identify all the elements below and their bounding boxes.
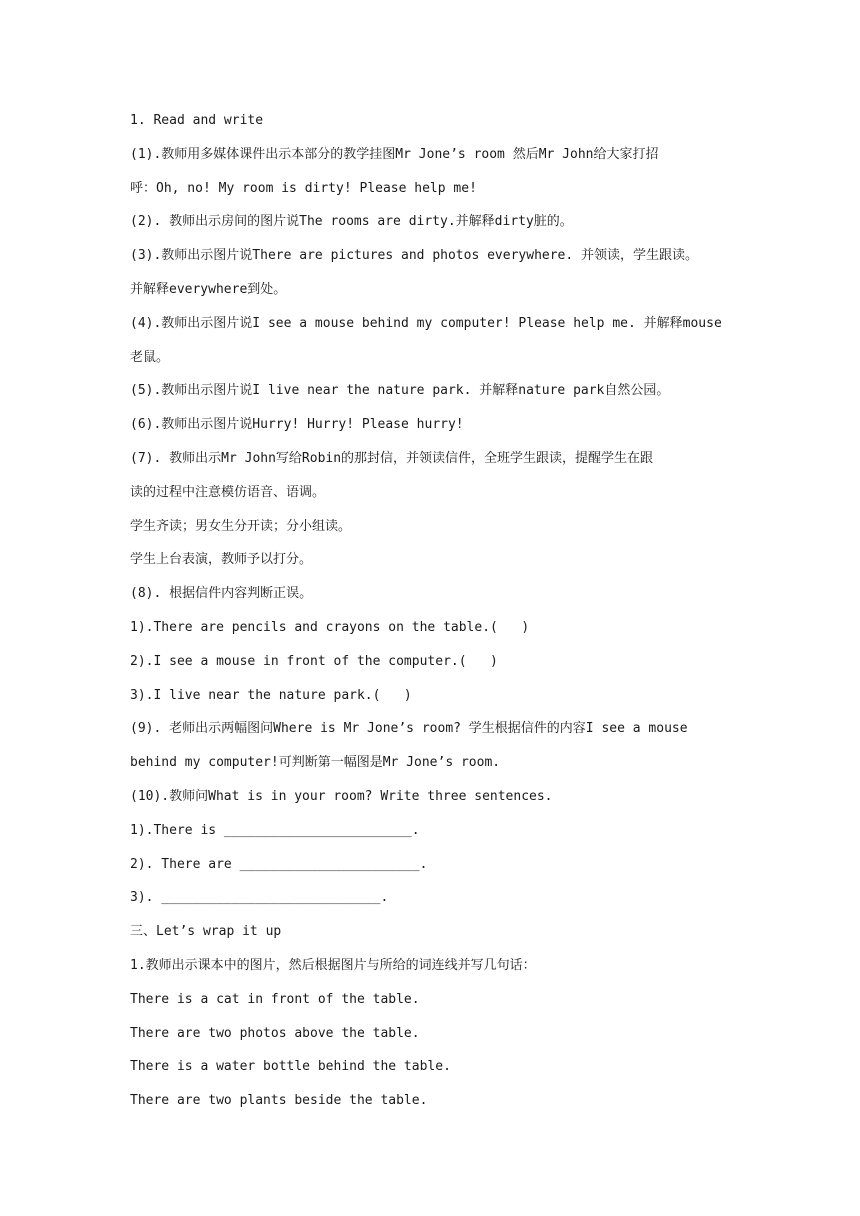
exercise-item: 3).I live near the nature park.( ) xyxy=(130,687,412,703)
paragraph-line: (4).教师出示图片说I see a mouse behind my computer! Please help me. 并解释mouse xyxy=(130,315,722,331)
example-sentence: There are two photos above the table. xyxy=(130,1025,420,1041)
paragraph-line: 学生齐读；男女生分开读；分小组读。 xyxy=(130,518,352,534)
exercise-item: 2). There are _______________________. xyxy=(130,856,428,872)
paragraph-line: 读的过程中注意模仿语音、语调。 xyxy=(130,484,326,500)
exercise-item: 1).There is ________________________. xyxy=(130,822,420,838)
paragraph-line: (2). 教师出示房间的图片说The rooms are dirty.并解释dirty脏的。 xyxy=(130,214,573,230)
paragraph-line: (9). 老师出示两幅图问Where is Mr Jone’s room? 学生根据信件的内容I see a mouse xyxy=(130,721,688,737)
document-body xyxy=(130,104,732,1118)
paragraph-line: (3).教师出示图片说There are pictures and photos everywhere. 并领读，学生跟读。 xyxy=(130,248,699,264)
paragraph-line: (8). 根据信件内容判断正误。 xyxy=(130,586,313,602)
example-sentence: There is a cat in front of the table. xyxy=(130,991,420,1007)
exercise-item: 2).I see a mouse in front of the computer.( ) xyxy=(130,653,498,669)
paragraph-line: (1).教师用多媒体课件出示本部分的教学挂图Mr Jone’s room 然后Mr John给大家打招 xyxy=(130,146,659,162)
paragraph-line: 呼：Oh, no! My room is dirty! Please help me! xyxy=(130,180,477,196)
paragraph-line: (7). 教师出示Mr John写给Robin的那封信，并领读信件，全班学生跟读，提醒学生在跟 xyxy=(130,450,654,466)
exercise-item: 1).There are pencils and crayons on the table.( ) xyxy=(130,619,530,635)
section-heading: 1. Read and write xyxy=(130,113,264,128)
section-heading: 三、Let’s wrap it up xyxy=(130,924,282,940)
paragraph-line: (5).教师出示图片说I live near the nature park. 并解释nature park自然公园。 xyxy=(130,383,670,399)
example-sentence: There are two plants beside the table. xyxy=(130,1093,428,1109)
paragraph-line: 并解释everywhere到处。 xyxy=(130,281,287,297)
paragraph-line: (6).教师出示图片说Hurry! Hurry! Please hurry! xyxy=(130,417,464,433)
paragraph-line: (10).教师问What is in your room? Write three sentences. xyxy=(130,788,553,804)
exercise-item: 3). ____________________________. xyxy=(130,890,389,906)
paragraph-line: 1.教师出示课本中的图片，然后根据图片与所给的词连线并写几句话： xyxy=(130,957,536,973)
paragraph-line: behind my computer!可判断第一幅图是Mr Jone’s room. xyxy=(130,755,501,771)
paragraph-line: 老鼠。 xyxy=(130,349,170,365)
paragraph-line: 学生上台表演，教师予以打分。 xyxy=(130,552,313,568)
example-sentence: There is a water bottle behind the table. xyxy=(130,1059,451,1075)
